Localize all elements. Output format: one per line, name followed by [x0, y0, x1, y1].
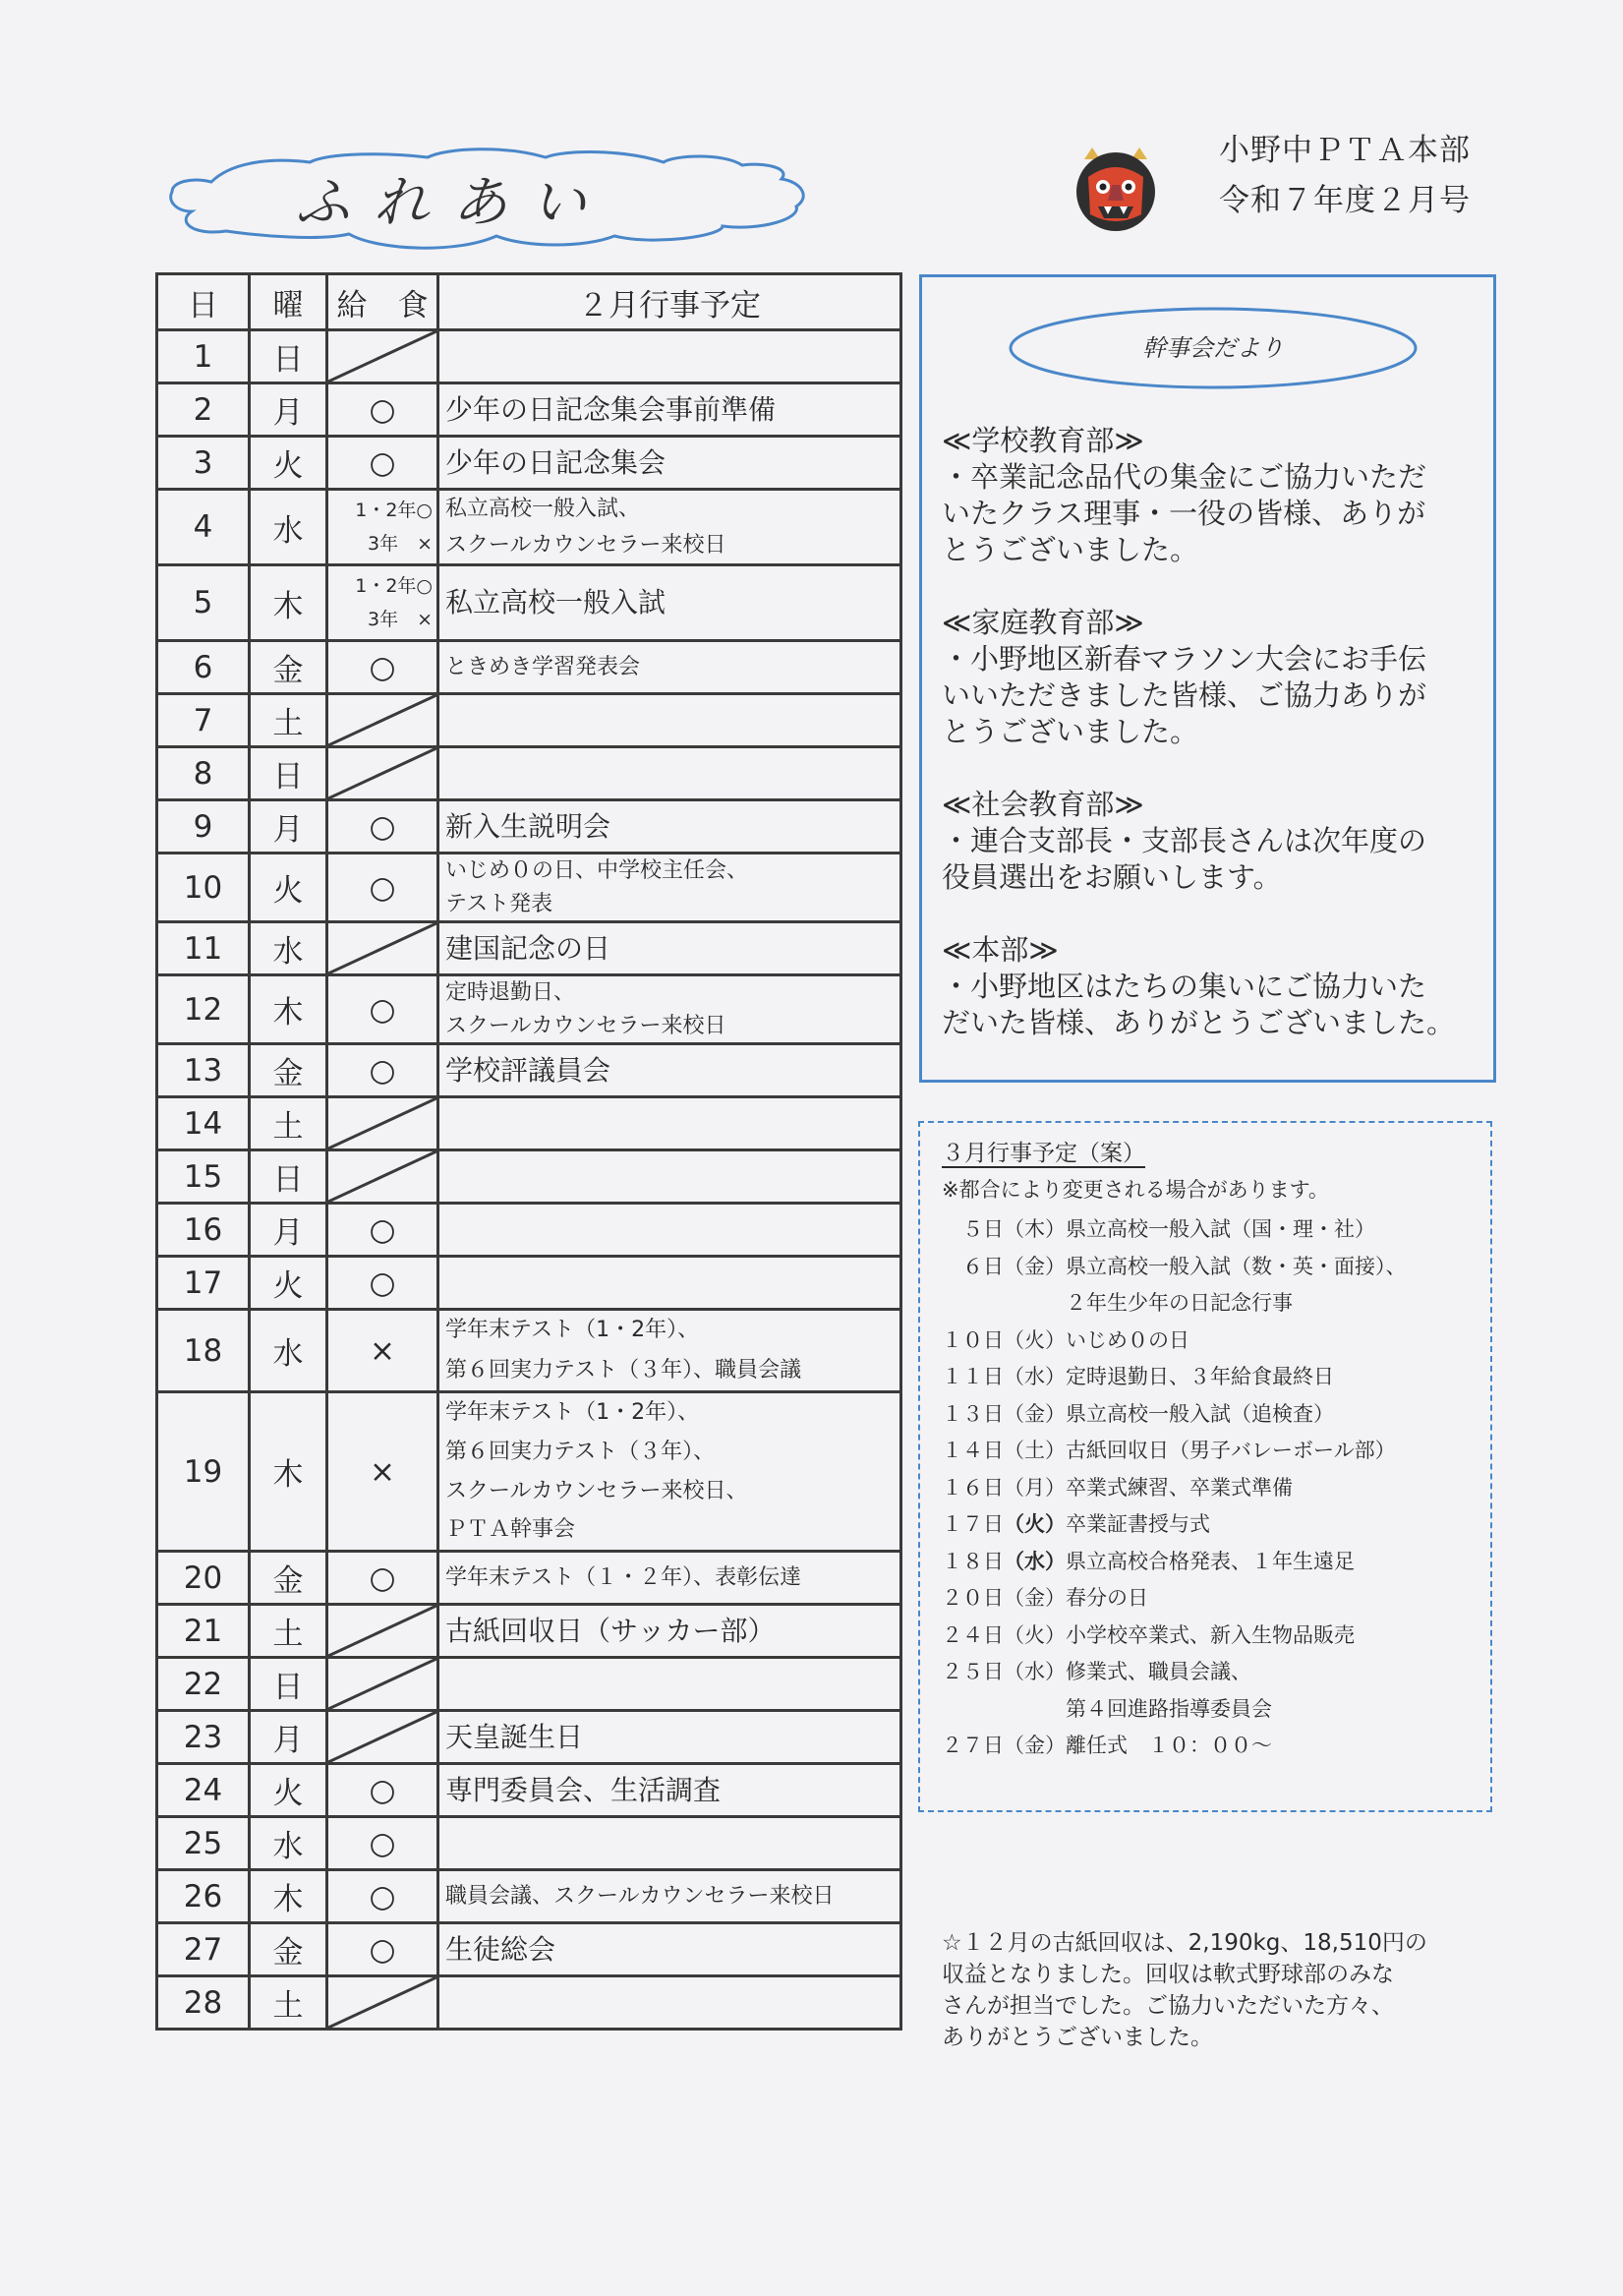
no-lunch-slash: [327, 747, 438, 800]
event-text: 第６回実力テスト（３年）、職員会議: [445, 1357, 802, 1383]
no-lunch-slash: [327, 1711, 438, 1764]
weekday: 日: [250, 747, 327, 800]
calendar-row: [157, 1204, 901, 1257]
paper-recycling-note: [942, 1927, 1492, 2053]
event-text: 新入生説明会: [445, 809, 611, 843]
event-text: 学年末テスト（１・２年）、表彰伝達: [445, 1564, 802, 1590]
events-cell: [438, 437, 901, 490]
weekday: 金: [250, 1552, 327, 1605]
march-event: 定時退勤日、３年給食最終日: [1066, 1365, 1334, 1388]
weekday: 木: [250, 975, 327, 1044]
day-number: 14: [157, 1097, 250, 1150]
kanjikai-sections: [942, 423, 1476, 1078]
calendar-row: [157, 1923, 901, 1976]
weekday: 火: [250, 1764, 327, 1817]
events-cell: [438, 1097, 901, 1150]
lunch-mark: ○: [327, 1204, 438, 1257]
march-date: １４日: [942, 1439, 1004, 1462]
february-calendar: [155, 272, 902, 2031]
kanjikai-section: [942, 787, 1476, 896]
events-cell: [438, 1150, 901, 1204]
event-text: 第６回実力テスト（３年）、: [445, 1439, 716, 1464]
diagonal-slash-icon: [328, 748, 436, 798]
day-number: 8: [157, 747, 250, 800]
lunch-by-grade: [327, 490, 438, 565]
section-line: ・連合支部長・支部長さんは次年度の: [942, 824, 1427, 857]
event-text: 天皇誕生日: [445, 1720, 584, 1753]
lunch-mark: ○: [327, 800, 438, 854]
lunch-mark: ○: [327, 1764, 438, 1817]
march-title: ３月行事予定（案）: [942, 1141, 1145, 1166]
weekday: 月: [250, 800, 327, 854]
event-text: 専門委員会、生活調査: [445, 1773, 722, 1806]
issue-label: 令和７年度２月号: [1219, 183, 1471, 218]
events-cell: [438, 1764, 901, 1817]
weekday: 月: [250, 1711, 327, 1764]
day-number: 26: [157, 1870, 250, 1923]
calendar-row: [157, 641, 901, 694]
event-text: 学年末テスト（1・2年）、: [445, 1400, 700, 1425]
calendar-row: [157, 922, 901, 975]
events-cell: [438, 1605, 901, 1658]
march-date: ５日: [942, 1217, 1004, 1241]
march-date: ２５日: [942, 1660, 1004, 1683]
calendar-row: [157, 1976, 901, 2030]
march-event: 卒業証書授与式: [1066, 1512, 1210, 1536]
section-line: いいただきました皆様、ご協力ありが: [942, 678, 1427, 712]
march-weekday: （火）: [1004, 1512, 1066, 1536]
events-cell: [438, 1658, 901, 1711]
section-line: いたクラス理事・一役の皆様、ありが: [942, 497, 1426, 530]
calendar-header-row: [157, 274, 901, 330]
events-cell: [438, 1392, 901, 1552]
diagonal-slash-icon: [328, 1977, 436, 2028]
event-text: 少年の日記念集会事前準備: [445, 392, 777, 426]
day-number: 16: [157, 1204, 250, 1257]
lunch-mark: ○: [327, 383, 438, 437]
weekday: 月: [250, 1204, 327, 1257]
title-cloud: [152, 138, 840, 251]
weekday: 日: [250, 1150, 327, 1204]
event-text: いじめ０の日、中学校主任会、: [445, 858, 749, 883]
day-number: 20: [157, 1552, 250, 1605]
section-heading: ≪学校教育部≫: [942, 424, 1144, 457]
calendar-row: [157, 1044, 901, 1097]
calendar-row: [157, 1150, 901, 1204]
march-weekday: （金）: [1004, 1401, 1066, 1426]
organization-name: 小野中ＰＴＡ本部: [1219, 133, 1471, 168]
weekday: 日: [250, 330, 327, 383]
events-cell: [438, 922, 901, 975]
events-cell: [438, 1817, 901, 1870]
calendar-row: [157, 1257, 901, 1310]
day-number: 27: [157, 1923, 250, 1976]
march-item: [942, 1691, 1407, 1729]
calendar-row: [157, 1392, 901, 1552]
day-number: 1: [157, 330, 250, 383]
lunch-mark: ○: [327, 1044, 438, 1097]
calendar-row: [157, 1658, 901, 1711]
events-cell: [438, 1257, 901, 1310]
march-weekday: （火）: [1004, 1622, 1066, 1647]
weekday: 木: [250, 1870, 327, 1923]
note-line: ありがとうございました。: [942, 2025, 1213, 2050]
event-text: ときめき学習発表会: [445, 654, 641, 679]
march-event: 県立高校一般入試（数・英・面接）、: [1066, 1254, 1407, 1278]
march-weekday: （水）: [1004, 1365, 1066, 1388]
march-event: 県立高校合格発表、１年生遠足: [1066, 1549, 1355, 1573]
calendar-row: [157, 1097, 901, 1150]
event-text: テスト発表: [445, 891, 553, 916]
march-date: １８日: [942, 1549, 1004, 1573]
event-text: 私立高校一般入試、: [445, 497, 641, 521]
weekday: 金: [250, 1923, 327, 1976]
day-number: 17: [157, 1257, 250, 1310]
kanjikai-section: [942, 932, 1476, 1041]
header-day: 日: [157, 274, 250, 330]
day-number: 21: [157, 1605, 250, 1658]
weekday: 土: [250, 1097, 327, 1150]
march-weekday: （水）: [1004, 1660, 1066, 1683]
march-item: [942, 1433, 1407, 1470]
day-number: 19: [157, 1392, 250, 1552]
march-schedule-box: [918, 1121, 1492, 1812]
event-text: スクールカウンセラー来校日: [445, 1013, 726, 1038]
calendar-row: [157, 1817, 901, 1870]
diagonal-slash-icon: [328, 1606, 436, 1656]
march-event: ２年生少年の日記念行事: [942, 1291, 1293, 1315]
march-item: [942, 1249, 1407, 1286]
section-line: とうございました。: [942, 715, 1199, 748]
events-cell: [438, 747, 901, 800]
issue-header: [1219, 126, 1471, 226]
events-cell: [438, 1923, 901, 1976]
day-number: 5: [157, 565, 250, 641]
weekday: 土: [250, 1976, 327, 2030]
lunch-mark: ○: [327, 975, 438, 1044]
calendar-row: [157, 1310, 901, 1392]
day-number: 28: [157, 1976, 250, 2030]
event-text: 古紙回収日（サッカー部）: [445, 1614, 776, 1647]
no-lunch-slash: [327, 1976, 438, 2030]
weekday: 水: [250, 490, 327, 565]
day-number: 7: [157, 694, 250, 747]
no-lunch-slash: [327, 694, 438, 747]
weekday: 土: [250, 1605, 327, 1658]
header-weekday: 曜: [250, 274, 327, 330]
lunch-grade-line: 3年 ×: [367, 609, 433, 630]
lunch-mark: ○: [327, 641, 438, 694]
calendar-row: [157, 1711, 901, 1764]
march-note: ※都合により変更される場合があります。: [942, 1178, 1329, 1202]
events-cell: [438, 1870, 901, 1923]
day-number: 11: [157, 922, 250, 975]
day-number: 3: [157, 437, 250, 490]
events-cell: [438, 490, 901, 565]
newsletter-title: ふれあい: [295, 171, 609, 235]
events-cell: [438, 1976, 901, 2030]
weekday: 金: [250, 641, 327, 694]
events-cell: [438, 975, 901, 1044]
weekday: 木: [250, 1392, 327, 1552]
day-number: 23: [157, 1711, 250, 1764]
march-date: １３日: [942, 1401, 1004, 1426]
section-heading: ≪社会教育部≫: [942, 788, 1144, 821]
diagonal-slash-icon: [328, 1151, 436, 1202]
kanjikai-section: [942, 605, 1476, 750]
oni-face-icon: [1067, 138, 1165, 236]
lunch-by-grade: [327, 565, 438, 641]
day-number: 10: [157, 854, 250, 922]
march-event: 春分の日: [1066, 1586, 1148, 1610]
diagonal-slash-icon: [328, 923, 436, 973]
march-item: [942, 1544, 1407, 1581]
event-text: スクールカウンセラー来校日、: [445, 1478, 748, 1503]
lunch-mark: ×: [327, 1310, 438, 1392]
events-cell: [438, 330, 901, 383]
weekday: 木: [250, 565, 327, 641]
march-event: 離任式 １０：００～: [1066, 1734, 1272, 1757]
lunch-mark: ○: [327, 1923, 438, 1976]
weekday: 金: [250, 1044, 327, 1097]
calendar-row: [157, 975, 901, 1044]
lunch-grade-line: 1・2年○: [355, 575, 433, 597]
event-text: ＰＴＡ幹事会: [445, 1517, 576, 1543]
events-cell: [438, 694, 901, 747]
section-line: ・小野地区新春マラソン大会にお手伝: [942, 642, 1427, 676]
lunch-mark: ○: [327, 854, 438, 922]
march-date: １１日: [942, 1365, 1004, 1388]
lunch-mark: ○: [327, 1552, 438, 1605]
diagonal-slash-icon: [328, 1098, 436, 1148]
diagonal-slash-icon: [328, 1712, 436, 1762]
march-date: ２７日: [942, 1734, 1004, 1757]
march-event: 県立高校一般入試（国・理・社）: [1066, 1217, 1375, 1241]
header-events: ２月行事予定: [438, 274, 901, 330]
march-item: [942, 1728, 1407, 1765]
event-text: スクールカウンセラー来校日: [445, 533, 726, 558]
section-heading: ≪家庭教育部≫: [942, 606, 1144, 639]
calendar-row: [157, 437, 901, 490]
calendar-row: [157, 1764, 901, 1817]
march-weekday: （金）: [1004, 1586, 1066, 1610]
weekday: 土: [250, 694, 327, 747]
event-text: 学年末テスト（1・2年）、: [445, 1318, 700, 1342]
event-text: 少年の日記念集会: [445, 445, 667, 479]
day-number: 15: [157, 1150, 250, 1204]
weekday: 火: [250, 854, 327, 922]
section-line: ・卒業記念品代の集金にご協力いただ: [942, 460, 1427, 494]
day-number: 13: [157, 1044, 250, 1097]
kanjikai-title: 幹事会だより: [1142, 334, 1284, 362]
march-date: ２０日: [942, 1586, 1004, 1610]
march-date: ２４日: [942, 1622, 1004, 1647]
weekday: 火: [250, 1257, 327, 1310]
lunch-mark: ×: [327, 1392, 438, 1552]
no-lunch-slash: [327, 1150, 438, 1204]
lunch-mark: ○: [327, 1817, 438, 1870]
lunch-mark: ○: [327, 1257, 438, 1310]
kanjikai-section: [942, 423, 1476, 568]
march-item: [942, 1211, 1407, 1249]
day-number: 24: [157, 1764, 250, 1817]
events-cell: [438, 383, 901, 437]
march-weekday: （木）: [1004, 1217, 1066, 1241]
event-text: 私立高校一般入試: [445, 586, 667, 618]
kanjikai-news-box: [919, 274, 1496, 1083]
events-cell: [438, 1711, 901, 1764]
lunch-grade-line: 3年 ×: [367, 533, 433, 555]
day-number: 6: [157, 641, 250, 694]
calendar-row: [157, 565, 901, 641]
march-item: [942, 1580, 1407, 1618]
events-cell: [438, 800, 901, 854]
diagonal-slash-icon: [328, 1659, 436, 1709]
event-text: 学校評議員会: [445, 1053, 611, 1087]
weekday: 水: [250, 922, 327, 975]
calendar-row: [157, 747, 901, 800]
events-cell: [438, 854, 901, 922]
diagonal-slash-icon: [328, 331, 436, 382]
weekday: 月: [250, 383, 327, 437]
march-item: [942, 1618, 1407, 1655]
calendar-row: [157, 800, 901, 854]
events-cell: [438, 641, 901, 694]
march-item: [942, 1359, 1407, 1396]
lunch-mark: ○: [327, 1870, 438, 1923]
section-line: ・小野地区はたちの集いにご協力いた: [942, 970, 1427, 1003]
no-lunch-slash: [327, 330, 438, 383]
events-cell: [438, 565, 901, 641]
lunch-mark: ○: [327, 437, 438, 490]
calendar-row: [157, 330, 901, 383]
march-event: 小学校卒業式、新入生物品販売: [1066, 1622, 1355, 1647]
no-lunch-slash: [327, 1097, 438, 1150]
day-number: 22: [157, 1658, 250, 1711]
day-number: 2: [157, 383, 250, 437]
march-date: １６日: [942, 1475, 1004, 1500]
note-line: ☆１２月の古紙回収は、2,190kg、18,510円の: [942, 1930, 1427, 1956]
no-lunch-slash: [327, 1605, 438, 1658]
event-text: 定時退勤日、: [445, 980, 576, 1005]
lunch-grade-line: 1・2年○: [355, 500, 433, 521]
header-lunch: 給 食: [327, 274, 438, 330]
march-weekday: （土）: [1004, 1439, 1066, 1462]
march-weekday: （金）: [1004, 1254, 1066, 1278]
march-weekday: （火）: [1004, 1327, 1066, 1352]
calendar-row: [157, 383, 901, 437]
march-event: 第４回進路指導委員会: [942, 1696, 1272, 1721]
no-lunch-slash: [327, 1658, 438, 1711]
march-weekday: （金）: [1004, 1734, 1066, 1757]
march-date: １７日: [942, 1512, 1004, 1536]
march-event: 卒業式練習、卒業式準備: [1066, 1475, 1293, 1500]
march-event: いじめ０の日: [1066, 1327, 1189, 1352]
note-line: 収益となりました。回収は軟式野球部のみな: [942, 1962, 1394, 1987]
calendar-row: [157, 1605, 901, 1658]
weekday: 水: [250, 1817, 327, 1870]
weekday: 日: [250, 1658, 327, 1711]
events-cell: [438, 1044, 901, 1097]
calendar-row: [157, 1552, 901, 1605]
events-cell: [438, 1204, 901, 1257]
section-heading: ≪本部≫: [942, 933, 1059, 967]
calendar-row: [157, 854, 901, 922]
calendar-table: [155, 272, 902, 2031]
section-line: 役員選出をお願いします。: [942, 860, 1282, 894]
march-item: [942, 1323, 1407, 1360]
calendar-row: [157, 694, 901, 747]
day-number: 9: [157, 800, 250, 854]
march-item: [942, 1654, 1407, 1691]
day-number: 25: [157, 1817, 250, 1870]
march-event: 修業式、職員会議、: [1066, 1660, 1251, 1683]
calendar-row: [157, 490, 901, 565]
events-cell: [438, 1310, 901, 1392]
note-line: さんが担当でした。ご協力いただいた方々、: [942, 1993, 1394, 2019]
day-number: 4: [157, 490, 250, 565]
day-number: 12: [157, 975, 250, 1044]
no-lunch-slash: [327, 922, 438, 975]
section-line: とうございました。: [942, 533, 1199, 566]
march-item: [942, 1285, 1407, 1323]
calendar-row: [157, 1870, 901, 1923]
march-item: [942, 1396, 1407, 1434]
march-date: １０日: [942, 1327, 1004, 1352]
march-event: 県立高校一般入試（追検査）: [1066, 1401, 1334, 1426]
event-text: 生徒総会: [445, 1932, 556, 1966]
event-text: 職員会議、スクールカウンセラー来校日: [445, 1883, 835, 1909]
day-number: 18: [157, 1310, 250, 1392]
march-date: ６日: [942, 1254, 1004, 1278]
event-text: 建国記念の日: [445, 931, 611, 965]
weekday: 火: [250, 437, 327, 490]
events-cell: [438, 1552, 901, 1605]
march-item: [942, 1470, 1407, 1507]
march-item: [942, 1506, 1407, 1544]
march-weekday: （月）: [1004, 1475, 1066, 1500]
march-items: [942, 1211, 1407, 1765]
march-weekday: （水）: [1004, 1549, 1066, 1573]
diagonal-slash-icon: [328, 695, 436, 745]
weekday: 水: [250, 1310, 327, 1392]
march-event: 古紙回収日（男子バレーボール部）: [1066, 1439, 1396, 1462]
section-line: だいた皆様、ありがとうございました。: [942, 1006, 1456, 1039]
